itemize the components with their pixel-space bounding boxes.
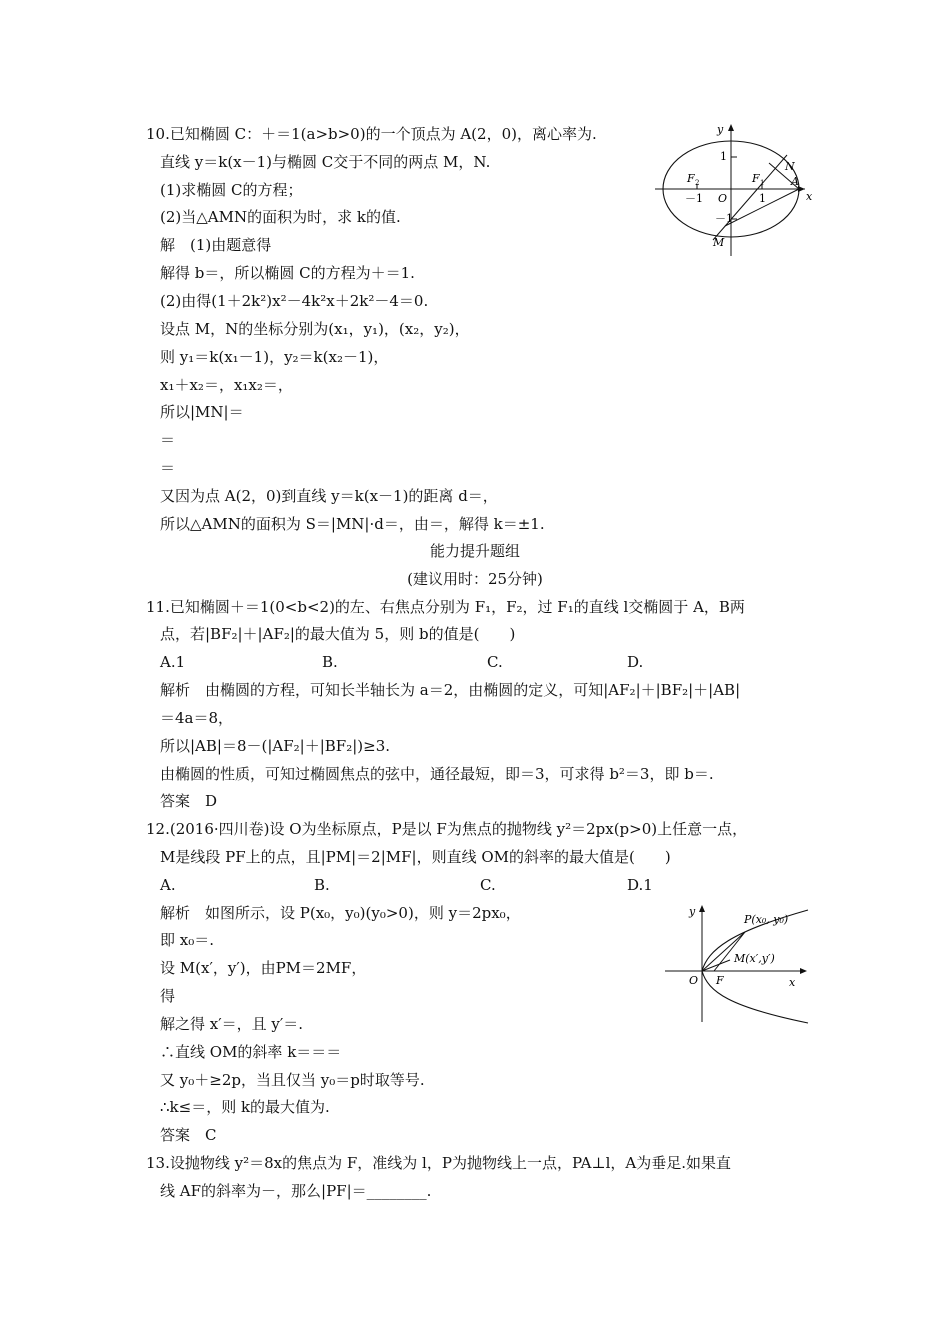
fig1-minus-one-label: －1 [685, 192, 703, 205]
q11-line-2: 点，若|BF₂|＋|AF₂|的最大值为 5，则 b的值是( ) [160, 625, 516, 643]
fig2-f-label: F [716, 974, 724, 987]
fig1-n-label: N [785, 160, 795, 173]
q10-line-12: ＝ [160, 431, 176, 449]
q10-line-10: x₁＋x₂＝，x₁x₂＝， [160, 376, 293, 394]
q11-option-a: A.1 [160, 653, 186, 671]
q12-answer: 答案 C [160, 1126, 217, 1144]
fig1-a-label: A [791, 175, 799, 188]
fig2-y-label: y [689, 905, 696, 918]
q12-analysis-6: ∴直线 OM的斜率 k＝＝＝ [160, 1043, 342, 1061]
fig1-minus-one-y-label: －1 [715, 212, 733, 225]
q12-analysis-3: 设 M(x′，y′)，由PM＝2MF， [160, 959, 367, 977]
q12-option-a: A. [160, 876, 176, 894]
q11-analysis-3: 所以|AB|＝8－(|AF₂|＋|BF₂|)≥3. [160, 737, 391, 755]
q11-option-c: C. [487, 653, 503, 671]
q10-line-3: (1)求椭圆 C的方程； [160, 181, 303, 199]
q11-analysis-1: 解析 由椭圆的方程，可知长半轴长为 a＝2，由椭圆的定义，可知|AF₂|＋|BF₂|＋|AB| [160, 681, 741, 699]
fig1-f1-sub: 1 [760, 179, 765, 187]
q13-line-2: 线 AF的斜率为－，那么|PF|＝________. [160, 1182, 432, 1200]
q10-line-7: (2)由得(1＋2k²)x²－4k²x＋2k²－4＝0. [160, 292, 429, 310]
q11-line-1: 11.已知椭圆＋＝1(0<b<2)的左、右焦点分别为 F₁，F₂，过 F₁的直线 l交椭圆于 A，B两 [146, 598, 745, 616]
q12-line-1: 12.(2016·四川卷)设 O为坐标原点，P是以 F为焦点的抛物线 y²＝2px(p>0)上任意一点， [146, 820, 748, 838]
q12-analysis-4: 得 [160, 987, 176, 1005]
fig1-f1-label: F [752, 172, 760, 185]
parabola-figure [665, 900, 830, 1025]
fig1-one-x-label: 1 [759, 192, 766, 205]
q12-line-2: M是线段 PF上的点，且|PM|＝2|MF|，则直线 OM的斜率的最大值是( ) [160, 848, 671, 866]
q12-analysis-8: ∴k≤＝，则 k的最大值为. [160, 1098, 330, 1116]
q10-line-13: ＝ [160, 459, 176, 477]
q11-option-d: D. [627, 653, 644, 671]
fig2-m-label: M(x′,y′) [734, 952, 775, 965]
q11-answer: 答案 D [160, 792, 218, 810]
q13-line-1: 13.设抛物线 y²＝8x的焦点为 F，准线为 l，P为抛物线上一点，PA⊥l，A为垂足.如果直 [146, 1154, 732, 1172]
fig1-x-label: x [806, 190, 813, 203]
fig1-m-label: M [713, 236, 725, 249]
q12-analysis-1: 解析 如图所示，设 P(x₀，y₀)(y₀>0)，则 y＝2px₀， [160, 904, 521, 922]
q10-line-6: 解得 b＝，所以椭圆 C的方程为＋＝1. [160, 264, 415, 282]
q10-line-11: 所以|MN|＝ [160, 403, 244, 421]
q10-line-15: 所以△AMN的面积为 S＝|MN|·d＝，由＝，解得 k＝±1. [160, 515, 545, 533]
section-subtitle: (建议用时：25分钟) [407, 570, 543, 588]
q12-option-b: B. [314, 876, 330, 894]
fig1-f2-sub: 2 [695, 179, 700, 187]
q10-line-14: 又因为点 A(2，0)到直线 y＝k(x－1)的距离 d＝， [160, 487, 498, 505]
q11-analysis-4: 由椭圆的性质，可知过椭圆焦点的弦中，通径最短，即＝3，可求得 b²＝3，即 b＝. [160, 765, 714, 783]
ellipse-figure [655, 118, 815, 258]
q10-line-4: (2)当△AMN的面积为时，求 k的值. [160, 208, 401, 226]
fig1-origin-label: O [718, 192, 728, 205]
q10-line-5: 解 (1)由题意得 [160, 236, 272, 254]
q12-analysis-2: 即 x₀＝. [160, 931, 215, 949]
section-title: 能力提升题组 [429, 542, 520, 560]
fig2-p-label: P(x₀, y₀) [744, 913, 789, 926]
q11-option-b: B. [322, 653, 338, 671]
q10-line-9: 则 y₁＝k(x₁－1)，y₂＝k(x₂－1)， [160, 348, 389, 366]
q10-line-2: 直线 y＝k(x－1)与椭圆 C交于不同的两点 M，N. [160, 153, 491, 171]
fig1-f2-label: F [687, 172, 695, 185]
q12-analysis-7: 又 y₀＋≥2p，当且仅当 y₀＝p时取等号. [160, 1071, 425, 1089]
fig2-x-label: x [789, 976, 796, 989]
fig2-origin-label: O [689, 974, 699, 987]
q12-option-c: C. [480, 876, 496, 894]
q11-analysis-2: ＝4a＝8， [160, 709, 234, 727]
fig1-one-label: 1 [720, 150, 727, 163]
q12-analysis-5: 解之得 x′＝，且 y′＝. [160, 1015, 304, 1033]
q12-option-d: D.1 [627, 876, 653, 894]
fig1-y-label: y [717, 123, 724, 136]
q10-line-1: 10.已知椭圆 C：＋＝1(a>b>0)的一个顶点为 A(2，0)，离心率为. [146, 125, 597, 143]
q10-line-8: 设点 M，N的坐标分别为(x₁，y₁)，(x₂，y₂)， [160, 320, 470, 338]
